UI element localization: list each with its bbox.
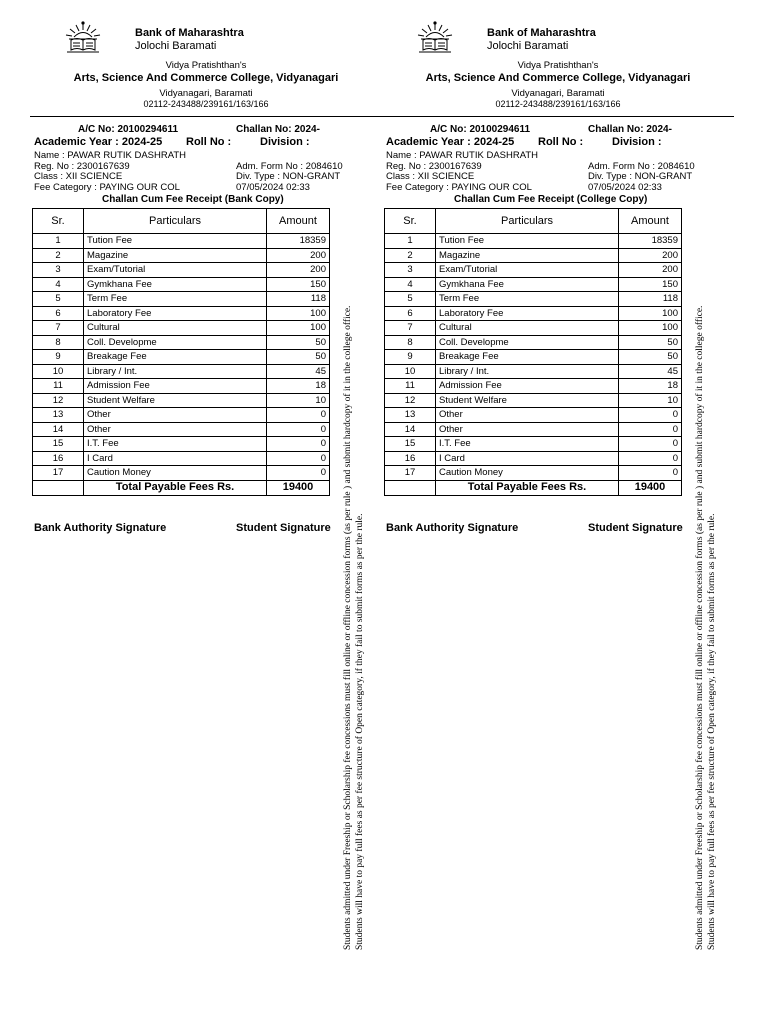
fee-category: Fee Category : PAYING OUR COL [34, 182, 180, 193]
fee-sr: 12 [33, 393, 84, 408]
fee-table-header [385, 209, 682, 234]
receipt-datetime: 07/05/2024 02:33 [236, 182, 310, 193]
fee-amount: 150 [619, 277, 682, 292]
fee-sr: 11 [385, 379, 436, 394]
total-value: 19400 [267, 480, 330, 495]
fee-row [385, 263, 682, 278]
college-phones: 02112-243488/239161/163/166 [143, 99, 269, 109]
fee-row [385, 350, 682, 365]
fee-row [385, 451, 682, 466]
adm-form-number: Adm. Form No : 2084610 [588, 161, 695, 172]
fee-row [385, 364, 682, 379]
concession-note [694, 220, 718, 950]
fee-particular: Caution Money [84, 466, 267, 481]
fee-row [385, 321, 682, 336]
fee-amount: 118 [267, 292, 330, 307]
fee-sr: 7 [33, 321, 84, 336]
reg-number: Reg. No : 2300167639 [386, 161, 482, 172]
fee-amount: 50 [267, 335, 330, 350]
fee-row [33, 277, 330, 292]
fee-particular: Student Welfare [436, 393, 619, 408]
fee-sr: 16 [33, 451, 84, 466]
fee-amount: 200 [619, 248, 682, 263]
fee-sr: 9 [385, 350, 436, 365]
fee-row [385, 379, 682, 394]
fee-sr: 17 [385, 466, 436, 481]
fee-amount: 18359 [267, 234, 330, 249]
fee-particular: Laboratory Fee [84, 306, 267, 321]
fee-sr: 3 [385, 263, 436, 278]
fee-particular: Other [84, 422, 267, 437]
fee-particular: Laboratory Fee [436, 306, 619, 321]
fee-sr: 5 [33, 292, 84, 307]
reg-number: Reg. No : 2300167639 [34, 161, 130, 172]
header-amount: Amount [619, 209, 682, 234]
header-particulars: Particulars [84, 209, 267, 234]
roll-number: Roll No : [538, 136, 584, 148]
bank-authority-signature: Bank Authority Signature [386, 522, 519, 534]
fee-particular: Admission Fee [84, 379, 267, 394]
fee-amount: 50 [619, 350, 682, 365]
receipt-title: Challan Cum Fee Receipt (College Copy) [454, 194, 648, 205]
fee-particular: Library / Int. [84, 364, 267, 379]
fee-row [33, 422, 330, 437]
fee-amount: 45 [267, 364, 330, 379]
fee-sr: 8 [33, 335, 84, 350]
fee-particular: Tution Fee [436, 234, 619, 249]
fee-particular: Admission Fee [436, 379, 619, 394]
fee-sr: 11 [33, 379, 84, 394]
class: Class : XII SCIENCE [386, 171, 475, 182]
total-value: 19400 [619, 480, 682, 495]
fee-amount: 118 [619, 292, 682, 307]
college-city: Vidyanagari, Baramati [511, 88, 605, 99]
challan-number: Challan No: 2024- [236, 124, 320, 135]
note-line-2: Students will have to pay full fees as per fee structure of Open category, if they fail to submit forms as per the rule. [355, 513, 365, 950]
note-line-1: Students admitted under Freeship or Scholarship fee concessions must fill online or offline concession forms (as per rule ) and submit hardcopy of it in the college office. [695, 305, 705, 950]
fee-row [33, 364, 330, 379]
fee-particular: Library / Int. [436, 364, 619, 379]
division: Division : [260, 136, 310, 148]
fee-row [33, 234, 330, 249]
fee-amount: 100 [267, 321, 330, 336]
bank-logo-icon [412, 20, 458, 56]
fee-sr: 1 [385, 234, 436, 249]
fee-amount: 0 [267, 451, 330, 466]
college-name: Arts, Science And Commerce College, Vidyanagari [73, 72, 339, 84]
roll-number: Roll No : [186, 136, 232, 148]
fee-particular: Exam/Tutorial [84, 263, 267, 278]
div-type: Div. Type : NON-GRANT [588, 171, 693, 182]
fee-particular: Other [436, 408, 619, 423]
fee-sr: 9 [33, 350, 84, 365]
fee-sr: 10 [33, 364, 84, 379]
fee-particular: I Card [84, 451, 267, 466]
fee-row [33, 437, 330, 452]
fee-sr: 15 [33, 437, 84, 452]
bank-branch: Jolochi Baramati [487, 40, 569, 52]
fee-row [385, 234, 682, 249]
header-sr: Sr. [33, 209, 84, 234]
fee-amount: 200 [619, 263, 682, 278]
bank-logo-icon [60, 20, 106, 56]
fee-amount: 10 [619, 393, 682, 408]
fee-row [33, 379, 330, 394]
fee-sr: 13 [33, 408, 84, 423]
fee-table [384, 208, 682, 496]
fee-amount: 18 [267, 379, 330, 394]
fee-row [385, 437, 682, 452]
total-row [33, 480, 330, 495]
fee-particular: Term Fee [436, 292, 619, 307]
note-line-1: Students admitted under Freeship or Scholarship fee concessions must fill online or offline concession forms (as per rule ) and submit hardcopy of it in the college office. [343, 305, 353, 950]
fee-particular: Breakage Fee [436, 350, 619, 365]
fee-row [385, 335, 682, 350]
student-signature: Student Signature [236, 522, 331, 534]
account-number: A/C No: 20100294611 [430, 124, 531, 135]
fee-amount: 50 [267, 350, 330, 365]
fee-amount: 0 [619, 451, 682, 466]
account-number: A/C No: 20100294611 [78, 124, 179, 135]
fee-amount: 0 [267, 422, 330, 437]
fee-sr: 3 [33, 263, 84, 278]
fee-sr: 7 [385, 321, 436, 336]
fee-row [33, 466, 330, 481]
fee-sr: 4 [385, 277, 436, 292]
fee-row [33, 248, 330, 263]
fee-amount: 0 [267, 466, 330, 481]
challan-number: Challan No: 2024- [588, 124, 672, 135]
note-line-2: Students will have to pay full fees as per fee structure of Open category, if they fail to submit forms as per the rule. [707, 513, 717, 950]
fee-row [385, 408, 682, 423]
fee-amount: 150 [267, 277, 330, 292]
academic-year: Academic Year : 2024-25 [34, 136, 163, 148]
fee-row [33, 408, 330, 423]
header-divider [382, 116, 734, 117]
fee-amount: 0 [267, 437, 330, 452]
header-sr: Sr. [385, 209, 436, 234]
total-row [385, 480, 682, 495]
bank-name: Bank of Maharashtra [135, 27, 244, 39]
fee-row [33, 451, 330, 466]
org-name: Vidya Pratishthan's [165, 60, 247, 71]
fee-row [33, 350, 330, 365]
total-blank-cell [385, 480, 436, 495]
fee-amount: 0 [619, 408, 682, 423]
fee-row [385, 306, 682, 321]
fee-row [385, 292, 682, 307]
fee-row [33, 393, 330, 408]
fee-sr: 15 [385, 437, 436, 452]
fee-particular: Gymkhana Fee [436, 277, 619, 292]
fee-particular: Other [436, 422, 619, 437]
division: Division : [612, 136, 662, 148]
fee-sr: 13 [385, 408, 436, 423]
fee-particular: Cultural [436, 321, 619, 336]
header-divider [30, 116, 382, 117]
fee-sr: 14 [33, 422, 84, 437]
bank-name: Bank of Maharashtra [487, 27, 596, 39]
fee-row [33, 263, 330, 278]
fee-sr: 16 [385, 451, 436, 466]
fee-amount: 0 [619, 422, 682, 437]
fee-amount: 0 [619, 437, 682, 452]
fee-particular: I.T. Fee [436, 437, 619, 452]
fee-particular: Magazine [84, 248, 267, 263]
fee-particular: Gymkhana Fee [84, 277, 267, 292]
fee-category: Fee Category : PAYING OUR COL [386, 182, 532, 193]
fee-sr: 2 [385, 248, 436, 263]
fee-table [32, 208, 330, 496]
fee-sr: 1 [33, 234, 84, 249]
student-name: Name : PAWAR RUTIK DASHRATH [386, 150, 539, 161]
student-signature: Student Signature [588, 522, 683, 534]
fee-amount: 50 [619, 335, 682, 350]
fee-particular: I.T. Fee [84, 437, 267, 452]
college-copy [382, 0, 734, 1024]
college-name: Arts, Science And Commerce College, Vidyanagari [425, 72, 691, 84]
fee-amount: 0 [267, 408, 330, 423]
fee-row [33, 292, 330, 307]
student-name: Name : PAWAR RUTIK DASHRATH [34, 150, 187, 161]
header-amount: Amount [267, 209, 330, 234]
fee-sr: 6 [385, 306, 436, 321]
fee-row [385, 248, 682, 263]
bank-copy [30, 0, 382, 1024]
fee-sr: 5 [385, 292, 436, 307]
receipt-title: Challan Cum Fee Receipt (Bank Copy) [102, 194, 284, 205]
fee-particular: I Card [436, 451, 619, 466]
concession-note [342, 220, 366, 950]
fee-sr: 10 [385, 364, 436, 379]
fee-particular: Coll. Developme [84, 335, 267, 350]
fee-amount: 100 [267, 306, 330, 321]
bank-branch: Jolochi Baramati [135, 40, 217, 52]
class: Class : XII SCIENCE [34, 171, 123, 182]
fee-particular: Exam/Tutorial [436, 263, 619, 278]
fee-amount: 200 [267, 263, 330, 278]
fee-amount: 18359 [619, 234, 682, 249]
fee-amount: 200 [267, 248, 330, 263]
fee-row [385, 393, 682, 408]
fee-sr: 12 [385, 393, 436, 408]
receipt-datetime: 07/05/2024 02:33 [588, 182, 662, 193]
fee-row [33, 335, 330, 350]
fee-particular: Tution Fee [84, 234, 267, 249]
fee-table-header [33, 209, 330, 234]
fee-amount: 100 [619, 321, 682, 336]
fee-sr: 4 [33, 277, 84, 292]
college-phones: 02112-243488/239161/163/166 [495, 99, 621, 109]
bank-authority-signature: Bank Authority Signature [34, 522, 167, 534]
fee-sr: 6 [33, 306, 84, 321]
academic-year: Academic Year : 2024-25 [386, 136, 515, 148]
total-blank-cell [33, 480, 84, 495]
fee-row [33, 306, 330, 321]
fee-amount: 10 [267, 393, 330, 408]
fee-amount: 45 [619, 364, 682, 379]
adm-form-number: Adm. Form No : 2084610 [236, 161, 343, 172]
fee-row [385, 466, 682, 481]
fee-row [385, 277, 682, 292]
fee-sr: 14 [385, 422, 436, 437]
fee-amount: 0 [619, 466, 682, 481]
header-particulars: Particulars [436, 209, 619, 234]
fee-row [385, 422, 682, 437]
fee-amount: 18 [619, 379, 682, 394]
fee-particular: Magazine [436, 248, 619, 263]
fee-sr: 17 [33, 466, 84, 481]
total-label: Total Payable Fees Rs. [84, 480, 267, 495]
fee-particular: Other [84, 408, 267, 423]
org-name: Vidya Pratishthan's [517, 60, 599, 71]
fee-amount: 100 [619, 306, 682, 321]
college-city: Vidyanagari, Baramati [159, 88, 253, 99]
fee-sr: 8 [385, 335, 436, 350]
fee-particular: Breakage Fee [84, 350, 267, 365]
div-type: Div. Type : NON-GRANT [236, 171, 341, 182]
fee-particular: Student Welfare [84, 393, 267, 408]
fee-row [33, 321, 330, 336]
fee-sr: 2 [33, 248, 84, 263]
fee-particular: Coll. Developme [436, 335, 619, 350]
fee-particular: Cultural [84, 321, 267, 336]
fee-particular: Term Fee [84, 292, 267, 307]
total-label: Total Payable Fees Rs. [436, 480, 619, 495]
fee-particular: Caution Money [436, 466, 619, 481]
